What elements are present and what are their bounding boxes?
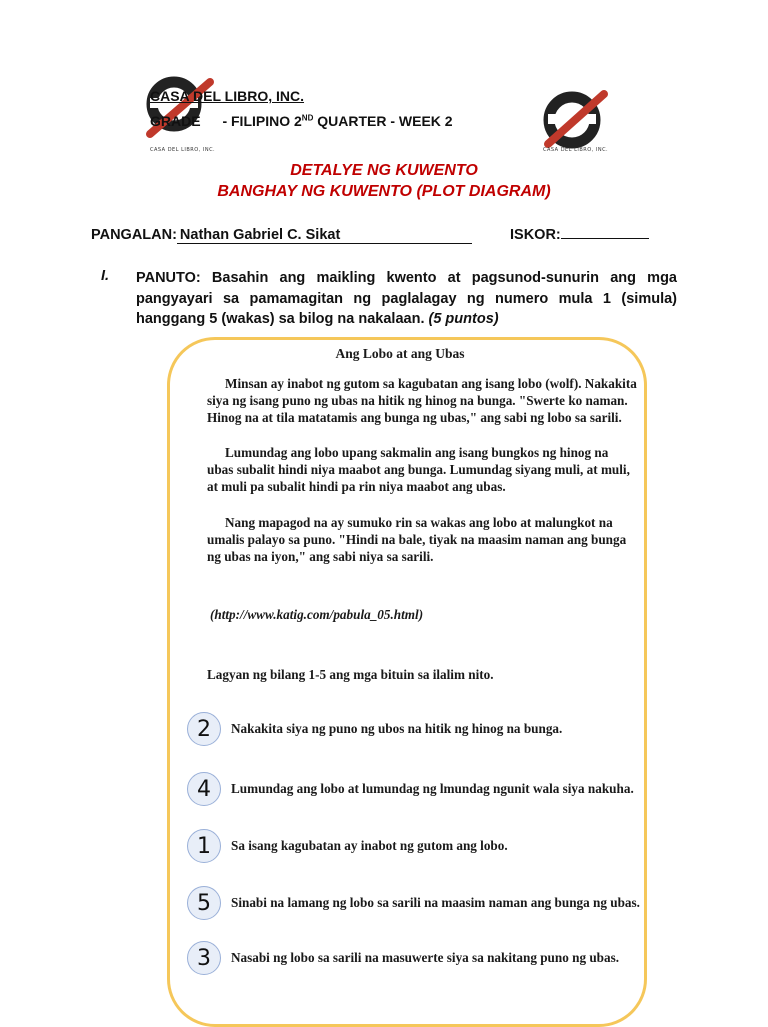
instructions (136, 268, 677, 330)
story-paragraph-3: Nang mapagod na ay sumuko rin sa wakas ang lobo at malungkot na umalis palayo sa puno. "Hindi na bale, tiyak na maasim naman ang bunga ng ubas na iyon," ang sabi niya sa sarili. (207, 515, 627, 564)
story-paragraph-1: Minsan ay inabot ng gutom sa kagubatan ang isang lobo (wolf). Nakakita siya ng isang puno ng ubas na hitik ng hinog na bunga. "Swerte ko naman. Hinog na at tila matatamis ang bunga ng ubas," ang sabi ng lobo sa sarili. (207, 376, 637, 425)
item-text: Nakakita siya ng puno ng ubos na hitik ng hinog na bunga. (231, 721, 563, 736)
name-row (91, 227, 472, 244)
item-text: Sinabi na lamang ng lobo sa sarili na maasim naman ang bunga ng ubas. (231, 895, 640, 910)
answer-circle[interactable]: 3 (187, 941, 221, 975)
story-paragraph-2: Lumundag ang lobo upang sakmalin ang isang bungkos ng hinog na ubas subalit hindi niya maabot ang bunga. Lumundag siyang muli, at muli, at muli pa subalit hindi pa rin niya maabot ang ubas. (207, 445, 630, 494)
title-banghay: BANGHAY NG KUWENTO (PLOT DIAGRAM) (217, 183, 551, 200)
company-name: CASA DEL LIBRO, INC. (150, 88, 305, 104)
item-text: Lumundag ang lobo at lumundag ng lmundag ngunit wala siya nakuha. (231, 781, 634, 796)
grade-quarter-line: GRADE - FILIPINO 2ND QUARTER - WEEK 2 (150, 113, 453, 129)
instructions-text: PANUTO: Basahin ang maikling kwento at pagsunod-sunurin ang mga pangyayari sa pamamagitan ng paglalagay ng numero mula 1 (simula) hanggang 5 (wakas) sa bilog na nakalaan. (136, 270, 677, 327)
name-label: PANGALAN: (91, 227, 177, 243)
item-text: Sa isang kagubatan ay inabot ng gutom ang lobo. (231, 838, 508, 853)
logo-caption-right: CASA DEL LIBRO, INC. (543, 147, 609, 153)
instructions-points: (5 puntos) (428, 311, 499, 327)
answer-circle[interactable]: 1 (187, 829, 221, 863)
story-title: Ang Lobo at ang Ubas (335, 346, 465, 361)
story-prompt: Lagyan ng bilang 1-5 ang mga bituin sa ilalim nito. (207, 667, 494, 682)
answer-circle[interactable]: 5 (187, 886, 221, 920)
answer-circle[interactable]: 4 (187, 772, 221, 806)
name-field[interactable]: Nathan Gabriel C. Sikat (177, 227, 472, 244)
casa-del-libro-logo-right (540, 86, 610, 154)
item-text: Nasabi ng lobo sa sarili na masuwerte siya sa nakitang puno ng ubas. (231, 950, 620, 965)
story-source: (http://www.katig.com/pabula_05.html) (210, 607, 424, 622)
answer-circle[interactable]: 2 (187, 712, 221, 746)
title-detalye: DETALYE NG KUWENTO (290, 162, 478, 179)
score-field[interactable] (561, 238, 649, 239)
score-row (510, 227, 649, 243)
company-header (150, 88, 453, 129)
score-label: ISKOR: (510, 227, 561, 243)
logo-caption-left: CASA DEL LIBRO, INC. (150, 147, 216, 153)
section-number: I. (101, 268, 110, 284)
